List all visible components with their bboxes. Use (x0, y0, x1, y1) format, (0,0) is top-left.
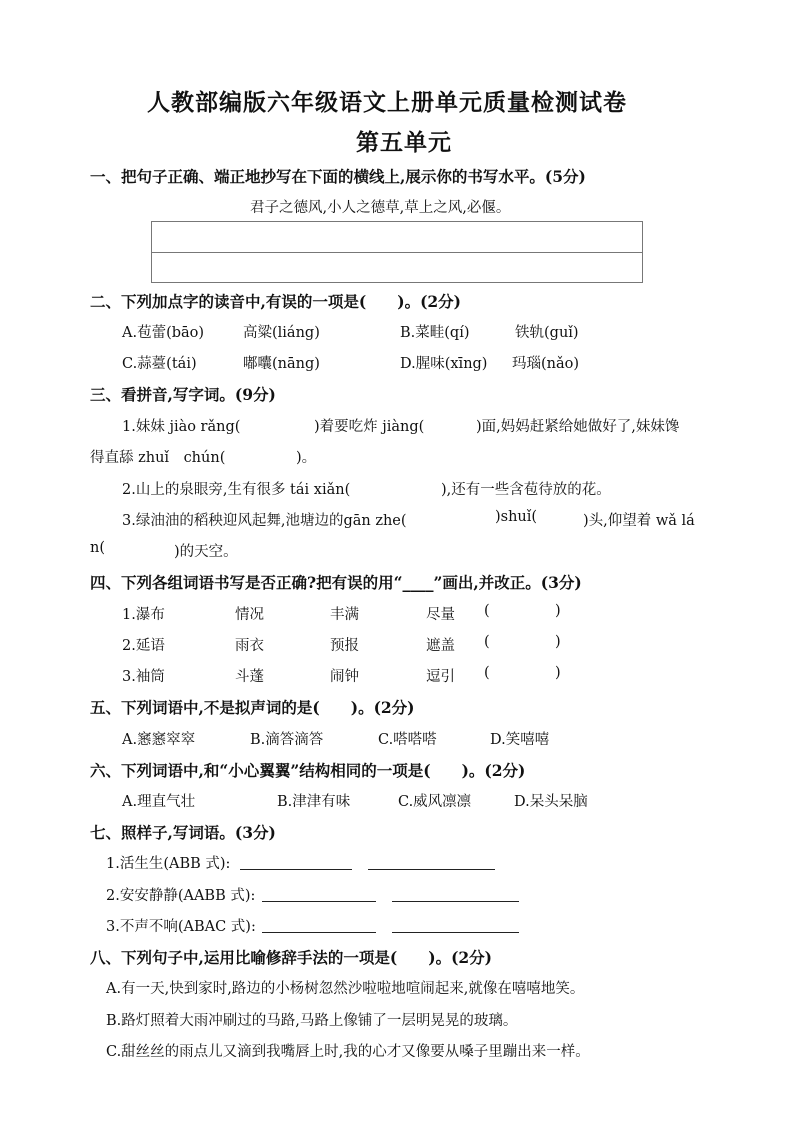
pinyin-3b: )shuǐ( (495, 509, 538, 525)
pinyin-3c: )头,仰望着 wǎ lá (583, 513, 695, 529)
option-b-word1: B.菜畦(qí) (400, 325, 470, 341)
option-c: C.嗒嗒嗒 (378, 732, 437, 748)
pinyin-1d: 得直舔 zhuǐ chún( (90, 450, 226, 466)
option-d-word1: D.腥味(xīng) (400, 356, 488, 372)
option-a: A.有一天,快到家时,路边的小杨树忽然沙啦啦地喧闹起来,就像在嘻嘻地笑。 (106, 981, 585, 997)
word-cell: 3.袖筒 (122, 669, 165, 685)
option-b: B.津津有味 (277, 794, 351, 810)
section-1-heading: 一、把句子正确、端正地抄写在下面的横线上,展示你的书写水平。(5分) (90, 167, 586, 186)
pinyin-3e: )的天空。 (174, 544, 238, 560)
option-d-word2: 玛瑙(nǎo) (512, 356, 580, 372)
option-c: C.威风凛凛 (398, 794, 472, 810)
option-b: B.路灯照着大雨冲刷过的马路,马路上像铺了一层明晃晃的玻璃。 (106, 1013, 518, 1029)
page-subtitle: 第五单元 (356, 129, 452, 156)
answer-blank[interactable] (240, 869, 352, 870)
word-cell: 2.延语 (122, 638, 165, 654)
page-title: 人教部编版六年级语文上册单元质量检测试卷 (147, 89, 627, 116)
option-a-word1: A.苞蕾(bāo) (122, 325, 205, 341)
pinyin-2a: 2.山上的泉眼旁,生有很多 tái xiǎn( (122, 482, 351, 498)
word-cell: 丰满 (330, 607, 359, 623)
option-b: B.滴答滴答 (250, 732, 324, 748)
pinyin-3a: 3.绿油油的稻秧迎风起舞,池塘边的gān zhe( (122, 513, 407, 529)
answer-blank[interactable] (262, 901, 376, 902)
answer-paren-open: ( (484, 634, 490, 650)
word-cell: 预报 (330, 638, 359, 654)
option-a: A.窸窸窣窣 (122, 732, 196, 748)
word-cell: 斗蓬 (235, 669, 264, 685)
section-2-heading: 二、下列加点字的读音中,有误的一项是( )。(2分) (90, 292, 462, 311)
pattern-item-1: 1.活生生(ABB 式): (106, 856, 231, 872)
word-cell: 雨衣 (235, 638, 264, 654)
answer-paren-close: ) (555, 665, 561, 681)
pinyin-3d: n( (90, 540, 105, 556)
word-cell: 1.瀑布 (122, 607, 165, 623)
option-d: D.呆头呆脑 (514, 794, 588, 810)
section-6-heading: 六、下列词语中,和“小心翼翼”结构相同的一项是( )。(2分) (90, 761, 526, 780)
option-b-word2: 铁轨(guǐ) (515, 325, 579, 341)
writing-box-midline (152, 252, 642, 253)
answer-blank[interactable] (392, 901, 519, 902)
section-3-heading: 三、看拼音,写字词。(9分) (90, 385, 276, 404)
answer-blank[interactable] (262, 932, 376, 933)
section-7-heading: 七、照样子,写词语。(3分) (90, 823, 276, 842)
option-a: A.理直气壮 (122, 794, 196, 810)
word-cell: 尽量 (426, 607, 455, 623)
copy-sentence: 君子之德风,小人之德草,草上之风,必偃。 (250, 200, 511, 216)
pinyin-1b: )着要吃炸 jiàng( (314, 419, 425, 435)
answer-paren-open: ( (484, 603, 490, 619)
answer-blank[interactable] (392, 932, 519, 933)
pattern-item-2: 2.安安静静(AABB 式): (106, 888, 256, 904)
answer-blank[interactable] (368, 869, 495, 870)
word-cell: 闹钟 (330, 669, 359, 685)
option-a-word2: 高粱(liáng) (243, 325, 320, 341)
pinyin-1c: )面,妈妈赶紧给她做好了,妹妹馋 (476, 419, 680, 435)
option-c-word2: 嘟囔(nāng) (243, 356, 320, 372)
writing-box[interactable] (151, 221, 643, 283)
word-cell: 遮盖 (426, 638, 455, 654)
section-8-heading: 八、下列句子中,运用比喻修辞手法的一项是( )。(2分) (90, 948, 493, 967)
answer-paren-close: ) (555, 603, 561, 619)
option-c-word1: C.蒜薹(tái) (122, 356, 197, 372)
section-4-heading: 四、下列各组词语书写是否正确?把有误的用“____”画出,并改正。(3分) (90, 573, 582, 592)
pinyin-1e: )。 (296, 450, 317, 466)
section-5-heading: 五、下列词语中,不是拟声词的是( )。(2分) (90, 698, 415, 717)
answer-paren-open: ( (484, 665, 490, 681)
word-cell: 情况 (235, 607, 264, 623)
pattern-item-3: 3.不声不响(ABAC 式): (106, 919, 256, 935)
pinyin-1a: 1.妹妹 jiào rǎng( (122, 419, 241, 435)
pinyin-2b: ),还有一些含苞待放的花。 (441, 482, 611, 498)
answer-paren-close: ) (555, 634, 561, 650)
word-cell: 逗引 (426, 669, 455, 685)
option-d: D.笑嘻嘻 (490, 732, 550, 748)
option-c: C.甜丝丝的雨点儿又滴到我嘴唇上时,我的心才又像要从嗓子里蹦出来一样。 (106, 1044, 590, 1060)
